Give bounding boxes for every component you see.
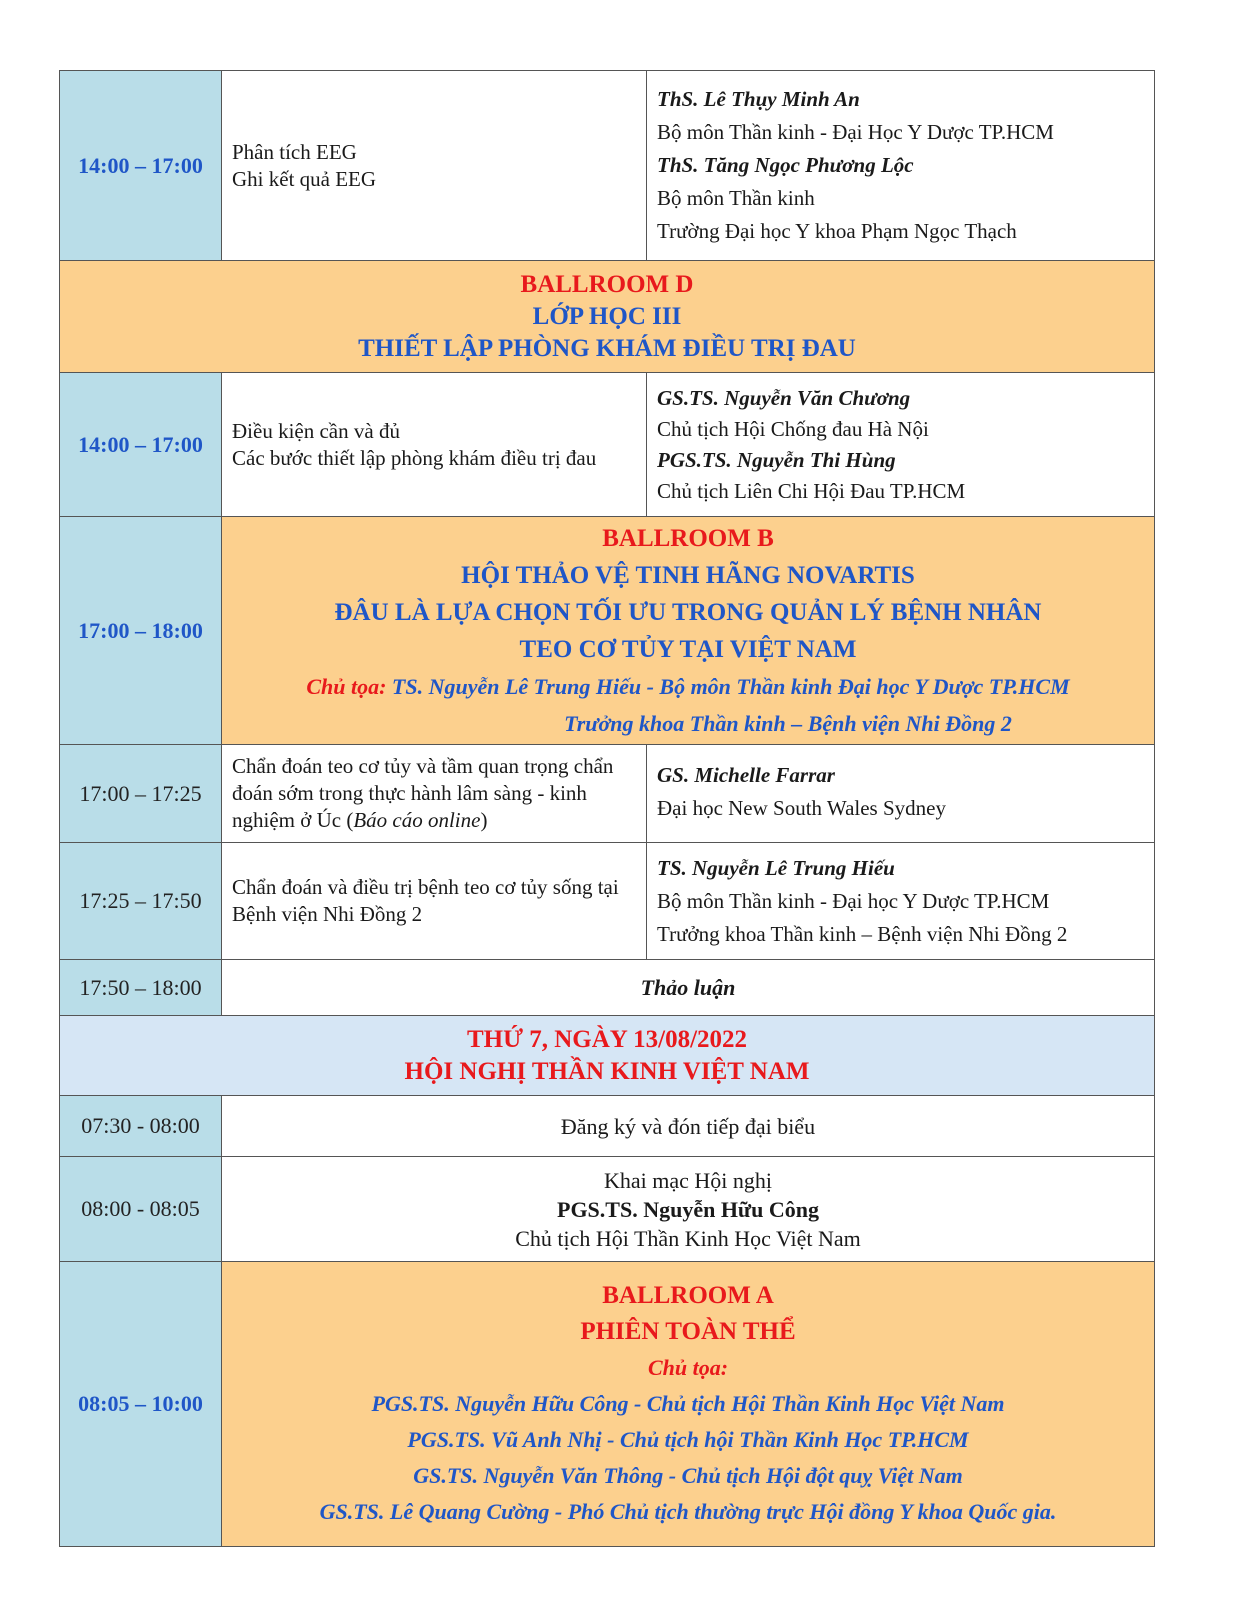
- topic-cell: [222, 71, 647, 261]
- room-name: BALLROOM D: [520, 270, 694, 298]
- time-cell: 07:30 - 08:00: [60, 1096, 222, 1157]
- ballroom-b-session: [222, 517, 1155, 745]
- speaker-affiliation: Chủ tịch Hội Chống đau Hà Nội: [657, 416, 929, 441]
- time-cell: 17:50 – 18:00: [60, 960, 222, 1016]
- chair-label: Chủ tọa:: [306, 673, 387, 699]
- speaker-name: TS. Nguyễn Lê Trung Hiếu: [657, 855, 895, 880]
- speaker-name: GS. Michelle Farrar: [657, 763, 835, 787]
- table-row: [60, 843, 1155, 960]
- session-title: THIẾT LẬP PHÒNG KHÁM ĐIỀU TRỊ ĐAU: [358, 334, 856, 362]
- opening-title: Khai mạc Hội nghị: [603, 1167, 773, 1193]
- registration-cell: Đăng ký và đón tiếp đại biểu: [222, 1096, 1155, 1157]
- table-row: [60, 373, 1155, 517]
- table-row: [60, 1262, 1155, 1547]
- opening-cell: [222, 1157, 1155, 1262]
- topic-note: Báo cáo online: [353, 808, 481, 832]
- opening-speaker: PGS.TS. Nguyễn Hữu Công: [557, 1196, 819, 1222]
- topic-line: Chẩn đoán và điều trị bệnh teo cơ tủy sống tại Bệnh viện Nhi Đồng 2: [232, 875, 619, 926]
- time-cell: 14:00 – 17:00: [60, 373, 222, 517]
- schedule-page: [59, 70, 1154, 1547]
- time-cell: 17:00 – 17:25: [60, 745, 222, 843]
- time-cell: 17:25 – 17:50: [60, 843, 222, 960]
- session-title: PHIÊN TOÀN THỂ: [580, 1318, 796, 1345]
- topic-line: Điều kiện cần và đủ: [232, 418, 400, 443]
- chair-line: GS.TS. Lê Quang Cường - Phó Chủ tịch thường trực Hội đồng Y khoa Quốc gia.: [319, 1499, 1057, 1524]
- time-cell: 08:00 - 08:05: [60, 1157, 222, 1262]
- speaker-affiliation: Bộ môn Thần kinh - Đại học Y Dược TP.HCM: [657, 888, 1050, 913]
- speaker-affiliation: Bộ môn Thần kinh - Đại Học Y Dược TP.HCM: [657, 120, 1054, 144]
- chair-line: PGS.TS. Vũ Anh Nhị - Chủ tịch hội Thần Kinh Học TP.HCM: [407, 1427, 969, 1452]
- day-date: THỨ 7, NGÀY 13/08/2022: [466, 1025, 748, 1053]
- table-row: [60, 517, 1155, 745]
- table-row: [60, 1157, 1155, 1262]
- topic-line: Các bước thiết lập phòng khám điều trị đau: [232, 445, 597, 470]
- speaker-cell: [647, 843, 1155, 960]
- conference-name: HỘI NGHỊ THẦN KINH VIỆT NAM: [404, 1057, 810, 1085]
- speaker-name: PGS.TS. Nguyễn Thi Hùng: [657, 447, 896, 472]
- table-row: [60, 71, 1155, 261]
- day-header-row: [60, 1016, 1155, 1096]
- topic-end: ): [480, 808, 488, 832]
- room-name: BALLROOM B: [602, 524, 774, 552]
- opening-speaker-role: Chủ tịch Hội Thần Kinh Học Việt Nam: [515, 1225, 861, 1251]
- speaker-cell: [647, 745, 1155, 843]
- time-cell: 17:00 – 18:00: [60, 517, 222, 745]
- session-title: TEO CƠ TỦY TẠI VIỆT NAM: [519, 635, 857, 663]
- discussion-cell: Thảo luận: [222, 960, 1155, 1016]
- chair-affiliation: Trưởng khoa Thần kinh – Bệnh viện Nhi Đồng 2: [564, 710, 1012, 736]
- topic-line: Ghi kết quả EEG: [232, 166, 377, 191]
- chair-line: PGS.TS. Nguyễn Hữu Công - Chủ tịch Hội Thần Kinh Học Việt Nam: [371, 1391, 1005, 1416]
- topic-cell: [222, 843, 647, 960]
- ballroom-d-header: [60, 261, 1155, 373]
- chair-line: GS.TS. Nguyễn Văn Thông - Chủ tịch Hội đột quỵ Việt Nam: [413, 1463, 963, 1488]
- chair-line: [222, 668, 1154, 705]
- speaker-name: ThS. Lê Thụy Minh An: [657, 87, 860, 111]
- chair-name: TS. Nguyễn Lê Trung Hiếu - Bộ môn Thần kinh Đại học Y Dược TP.HCM: [391, 673, 1070, 699]
- speaker-affiliation: Chủ tịch Liên Chi Hội Đau TP.HCM: [657, 478, 966, 503]
- chair-label: Chủ tọa:: [647, 1355, 729, 1380]
- speaker-affiliation: Bộ môn Thần kinh: [657, 186, 815, 210]
- section-header-row: [60, 261, 1155, 373]
- topic-cell: [222, 745, 647, 843]
- speaker-affiliation: Đại học New South Wales Sydney: [657, 796, 946, 820]
- ballroom-a-session: [222, 1262, 1155, 1547]
- session-title: ĐÂU LÀ LỰA CHỌN TỐI ƯU TRONG QUẢN LÝ BỆNH NHÂN: [334, 598, 1042, 626]
- session-title: HỘI THẢO VỆ TINH HÃNG NOVARTIS: [461, 561, 915, 589]
- topic-text: Chẩn đoán teo cơ tủy và tầm quan trọng chẩn đoán sớm trong thực hành lâm sàng - kinh nghiệm ở Úc (: [232, 754, 614, 832]
- speaker-affiliation: Trưởng khoa Thần kinh – Bệnh viện Nhi Đồng 2: [657, 921, 1068, 946]
- schedule-table: [59, 70, 1155, 1547]
- table-row: [60, 1096, 1155, 1157]
- speaker-affiliation: Trường Đại học Y khoa Phạm Ngọc Thạch: [657, 219, 1017, 243]
- class-name: LỚP HỌC III: [532, 302, 682, 330]
- speaker-name: ThS. Tăng Ngọc Phương Lộc: [657, 153, 914, 177]
- speaker-name: GS.TS. Nguyễn Văn Chương: [657, 385, 911, 410]
- time-cell: 08:05 – 10:00: [60, 1262, 222, 1547]
- time-cell: 14:00 – 17:00: [60, 71, 222, 261]
- table-row: [60, 745, 1155, 843]
- speaker-cell: [647, 71, 1155, 261]
- speaker-cell: [647, 373, 1155, 517]
- topic-line: Phân tích EEG: [232, 139, 357, 164]
- table-row: [60, 960, 1155, 1016]
- room-name: BALLROOM A: [602, 1282, 774, 1309]
- topic-cell: [222, 373, 647, 517]
- day-header: [60, 1016, 1155, 1096]
